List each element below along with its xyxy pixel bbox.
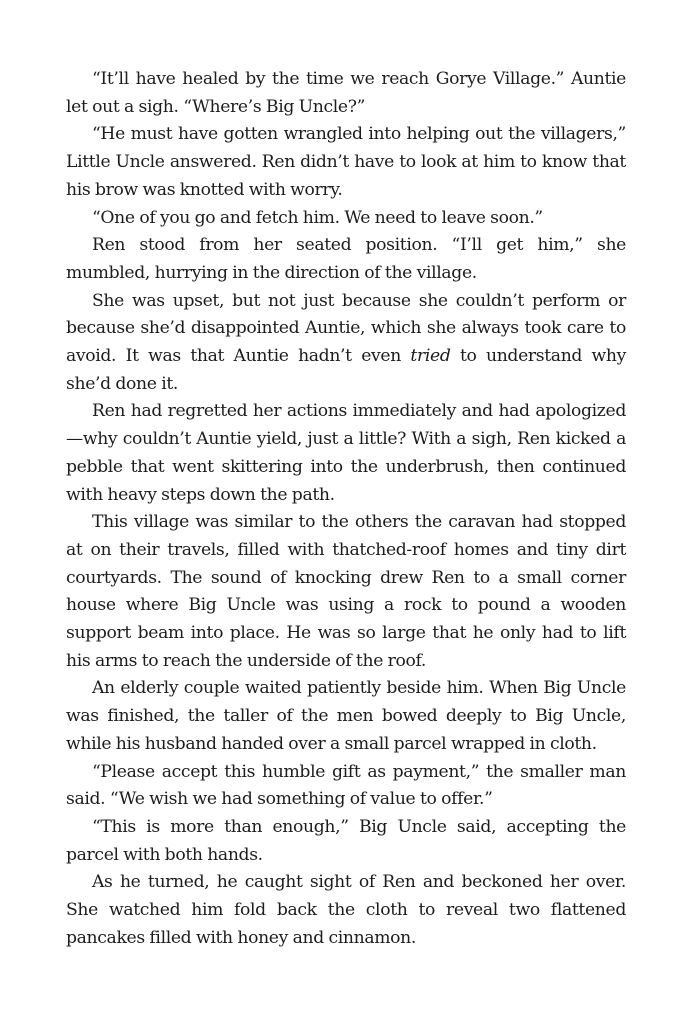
paragraph: “One of you go and fetch him. We need to leave soon.” [92, 207, 543, 228]
paragraph: “This is more than enough,” Big Uncle said, accepting the parcel with both hands. [66, 816, 626, 865]
emphasized-word: tried [410, 346, 451, 367]
book-page [66, 66, 626, 953]
paragraph [66, 288, 626, 399]
paragraph: “It’ll have healed by the time we reach Gorye Village.” Auntie let out a sigh. “Where’s Big Uncle?” [66, 69, 626, 117]
paragraph-text: to understand why she’d done it. [66, 346, 626, 394]
paragraph: Ren had regretted her actions immediately and had apologized—why couldn’t Auntie yield, just a little? With a sigh, Ren kicked a pebble that went skittering into the underbrush, then continued with heavy steps down the path. [66, 401, 626, 505]
paragraph: This village was similar to the others the caravan had stopped at on their travels, filled with thatched-roof homes and tiny dirt courtyards. The sound of knocking drew Ren to a small corner house where Big Uncle was using a rock to pound a wooden support beam into place. He was so large that he only had to lift his arms to reach the underside of the roof. [66, 512, 626, 671]
paragraph: “Please accept this humble gift as payment,” the smaller man said. “We wish we had something of value to offer.” [66, 761, 626, 810]
paragraph: An elderly couple waited patiently beside him. When Big Uncle was finished, the taller of the men bowed deeply to Big Uncle, while his husband handed over a small parcel wrapped in cloth. [66, 678, 626, 754]
paragraph: Ren stood from her seated position. “I’ll get him,” she mumbled, hurrying in the direction of the village. [66, 235, 626, 283]
paragraph: As he turned, he caught sight of Ren and beckoned her over. She watched him fold back the cloth to reveal two flattened pancakes filled with honey and cinnamon. [66, 872, 626, 948]
paragraph: “He must have gotten wrangled into helping out the villagers,” Little Uncle answered. Ren didn’t have to look at him to know that his brow was knotted with worry. [66, 124, 626, 200]
paragraph-text: She was upset, but not just because she couldn’t perform or because she’d disappointed Auntie, which she always took care to avoid. It was that Auntie hadn’t even [66, 290, 626, 367]
